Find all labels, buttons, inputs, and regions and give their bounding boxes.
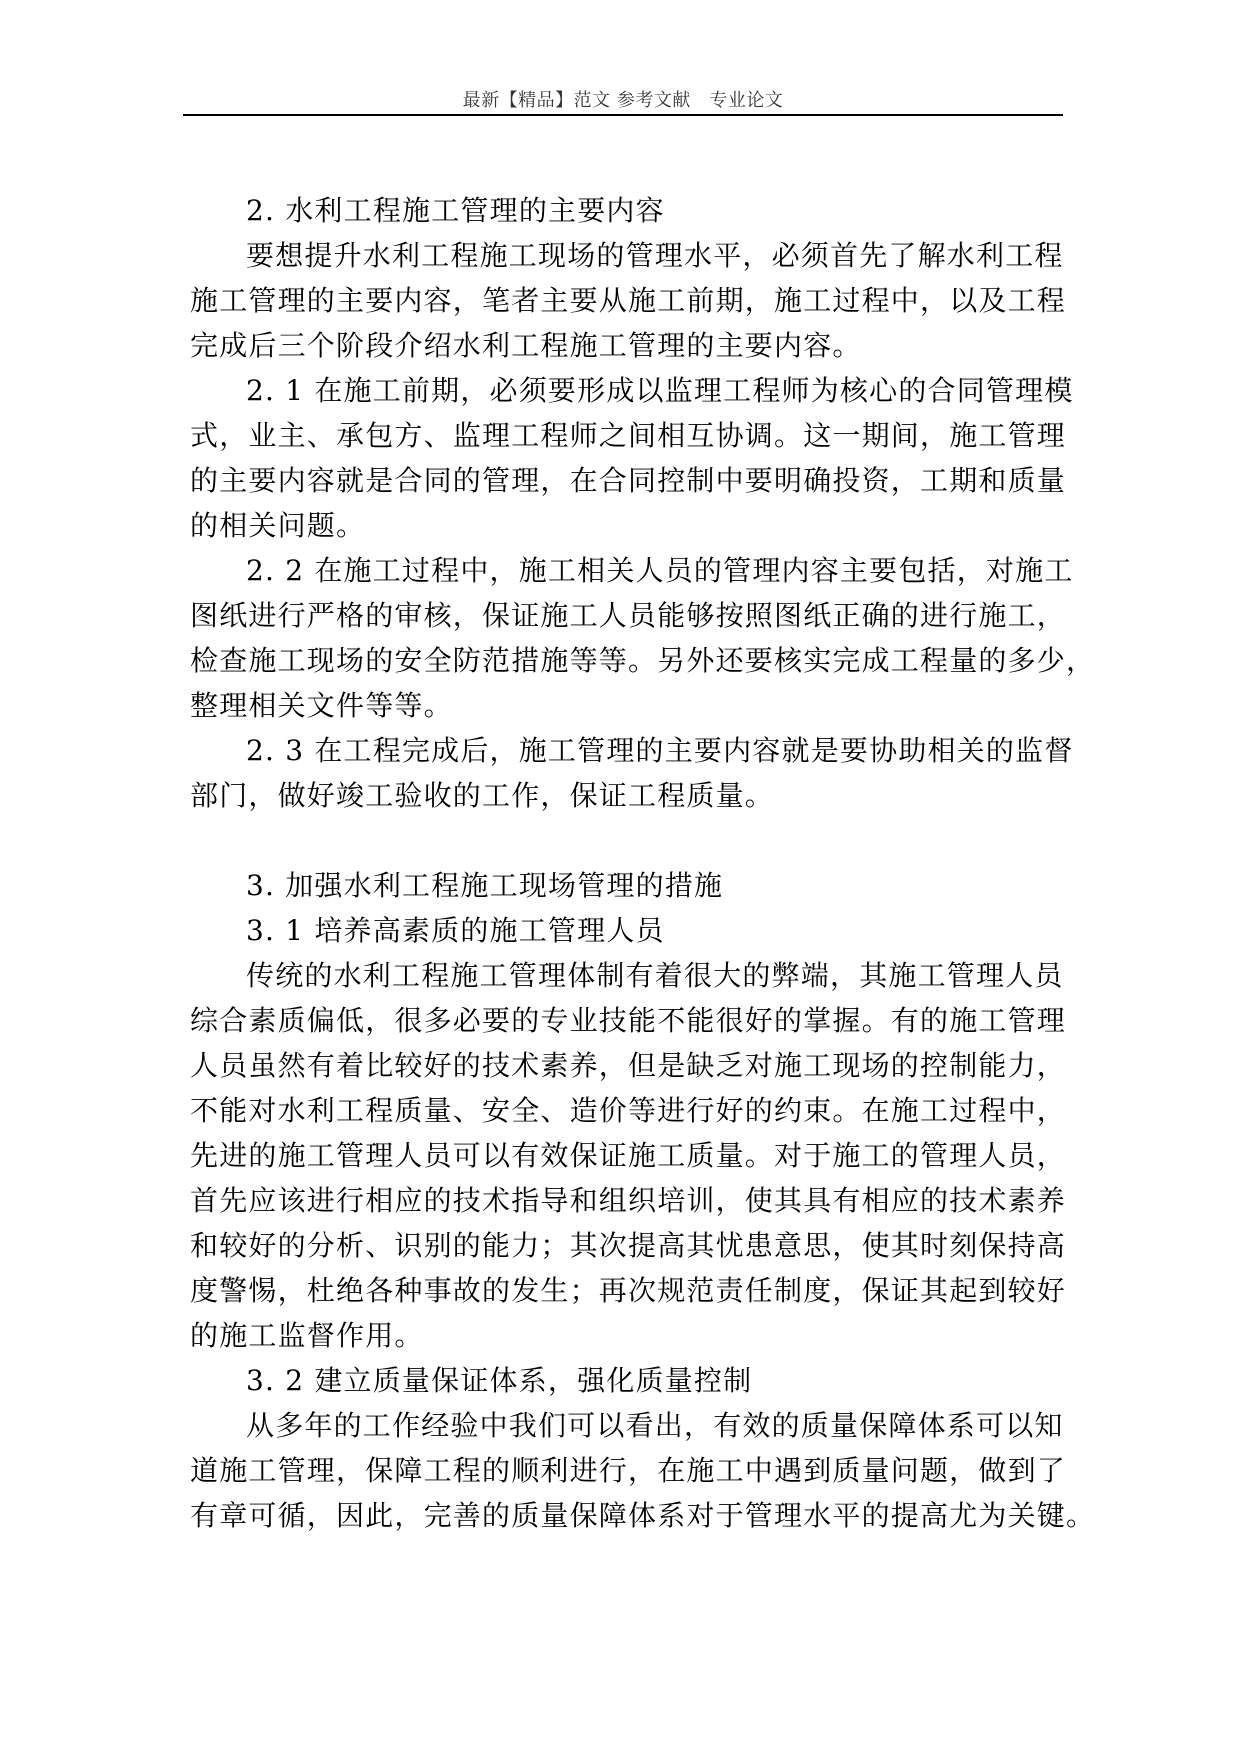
- paragraph-line: 2. 3 在工程完成后，施工管理的主要内容就是要协助相关的监督: [246, 734, 1074, 767]
- paragraph-line: 检查施工现场的安全防范措施等等。另外还要核实完成工程量的多少，: [190, 644, 1096, 677]
- subsection-3-2-heading: 3. 2 建立质量保证体系，强化质量控制: [246, 1364, 753, 1397]
- paragraph-line: 不能对水利工程质量、安全、造价等进行好的约束。在施工过程中，: [190, 1094, 1067, 1127]
- paragraph-line: 的施工监督作用。: [190, 1319, 424, 1352]
- paragraph-line: 先进的施工管理人员可以有效保证施工质量。对于施工的管理人员，: [190, 1139, 1067, 1172]
- paragraph-line: 图纸进行严格的审核，保证施工人员能够按照图纸正确的进行施工，: [190, 599, 1067, 632]
- paragraph-line: 人员虽然有着比较好的技术素养，但是缺乏对施工现场的控制能力，: [190, 1049, 1067, 1082]
- section-3-heading: 3. 加强水利工程施工现场管理的措施: [246, 869, 724, 902]
- section-2-heading: 2. 水利工程施工管理的主要内容: [246, 194, 665, 227]
- section-spacer: [190, 818, 1060, 863]
- paragraph-line: 度警惕，杜绝各种事故的发生；再次规范责任制度，保证其起到较好: [190, 1274, 1067, 1307]
- paragraph-line: 有章可循，因此，完善的质量保障体系对于管理水平的提高尤为关键。: [190, 1499, 1096, 1532]
- page-header: 最新【精品】范文 参考文献 专业论文: [462, 90, 784, 111]
- paragraph-line: 首先应该进行相应的技术指导和组织培训，使其具有相应的技术素养: [190, 1184, 1067, 1217]
- paragraph-line: 综合素质偏低，很多必要的专业技能不能很好的掌握。有的施工管理: [190, 1004, 1067, 1037]
- paragraph-line: 的相关问题。: [190, 509, 366, 542]
- paragraph-line: 施工管理的主要内容，笔者主要从施工前期，施工过程中，以及工程: [190, 284, 1067, 317]
- paragraph-line: 部门，做好竣工验收的工作，保证工程质量。: [190, 779, 775, 812]
- paragraph-line: 2. 2 在施工过程中，施工相关人员的管理内容主要包括，对施工: [246, 554, 1074, 587]
- paragraph-line: 从多年的工作经验中我们可以看出，有效的质量保障体系可以知: [246, 1409, 1064, 1442]
- document-body: [190, 188, 1096, 1538]
- paragraph-line: 的主要内容就是合同的管理，在合同控制中要明确投资，工期和质量: [190, 464, 1067, 497]
- paragraph-line: 要想提升水利工程施工现场的管理水平，必须首先了解水利工程: [246, 239, 1064, 272]
- paragraph-line: 2. 1 在施工前期，必须要形成以监理工程师为核心的合同管理模: [246, 374, 1074, 407]
- paragraph-line: 和较好的分析、识别的能力；其次提高其忧患意思，使其时刻保持高: [190, 1229, 1067, 1262]
- paragraph-line: 道施工管理，保障工程的顺利进行，在施工中遇到质量问题，做到了: [190, 1454, 1067, 1487]
- paragraph-line: 整理相关文件等等。: [190, 689, 453, 722]
- paragraph-line: 传统的水利工程施工管理体制有着很大的弊端，其施工管理人员: [246, 959, 1064, 992]
- subsection-3-1-heading: 3. 1 培养高素质的施工管理人员: [246, 914, 665, 947]
- paragraph-line: 完成后三个阶段介绍水利工程施工管理的主要内容。: [190, 329, 862, 362]
- header-divider: [183, 114, 1063, 116]
- paragraph-line: 式，业主、承包方、监理工程师之间相互协调。这一期间，施工管理: [190, 419, 1067, 452]
